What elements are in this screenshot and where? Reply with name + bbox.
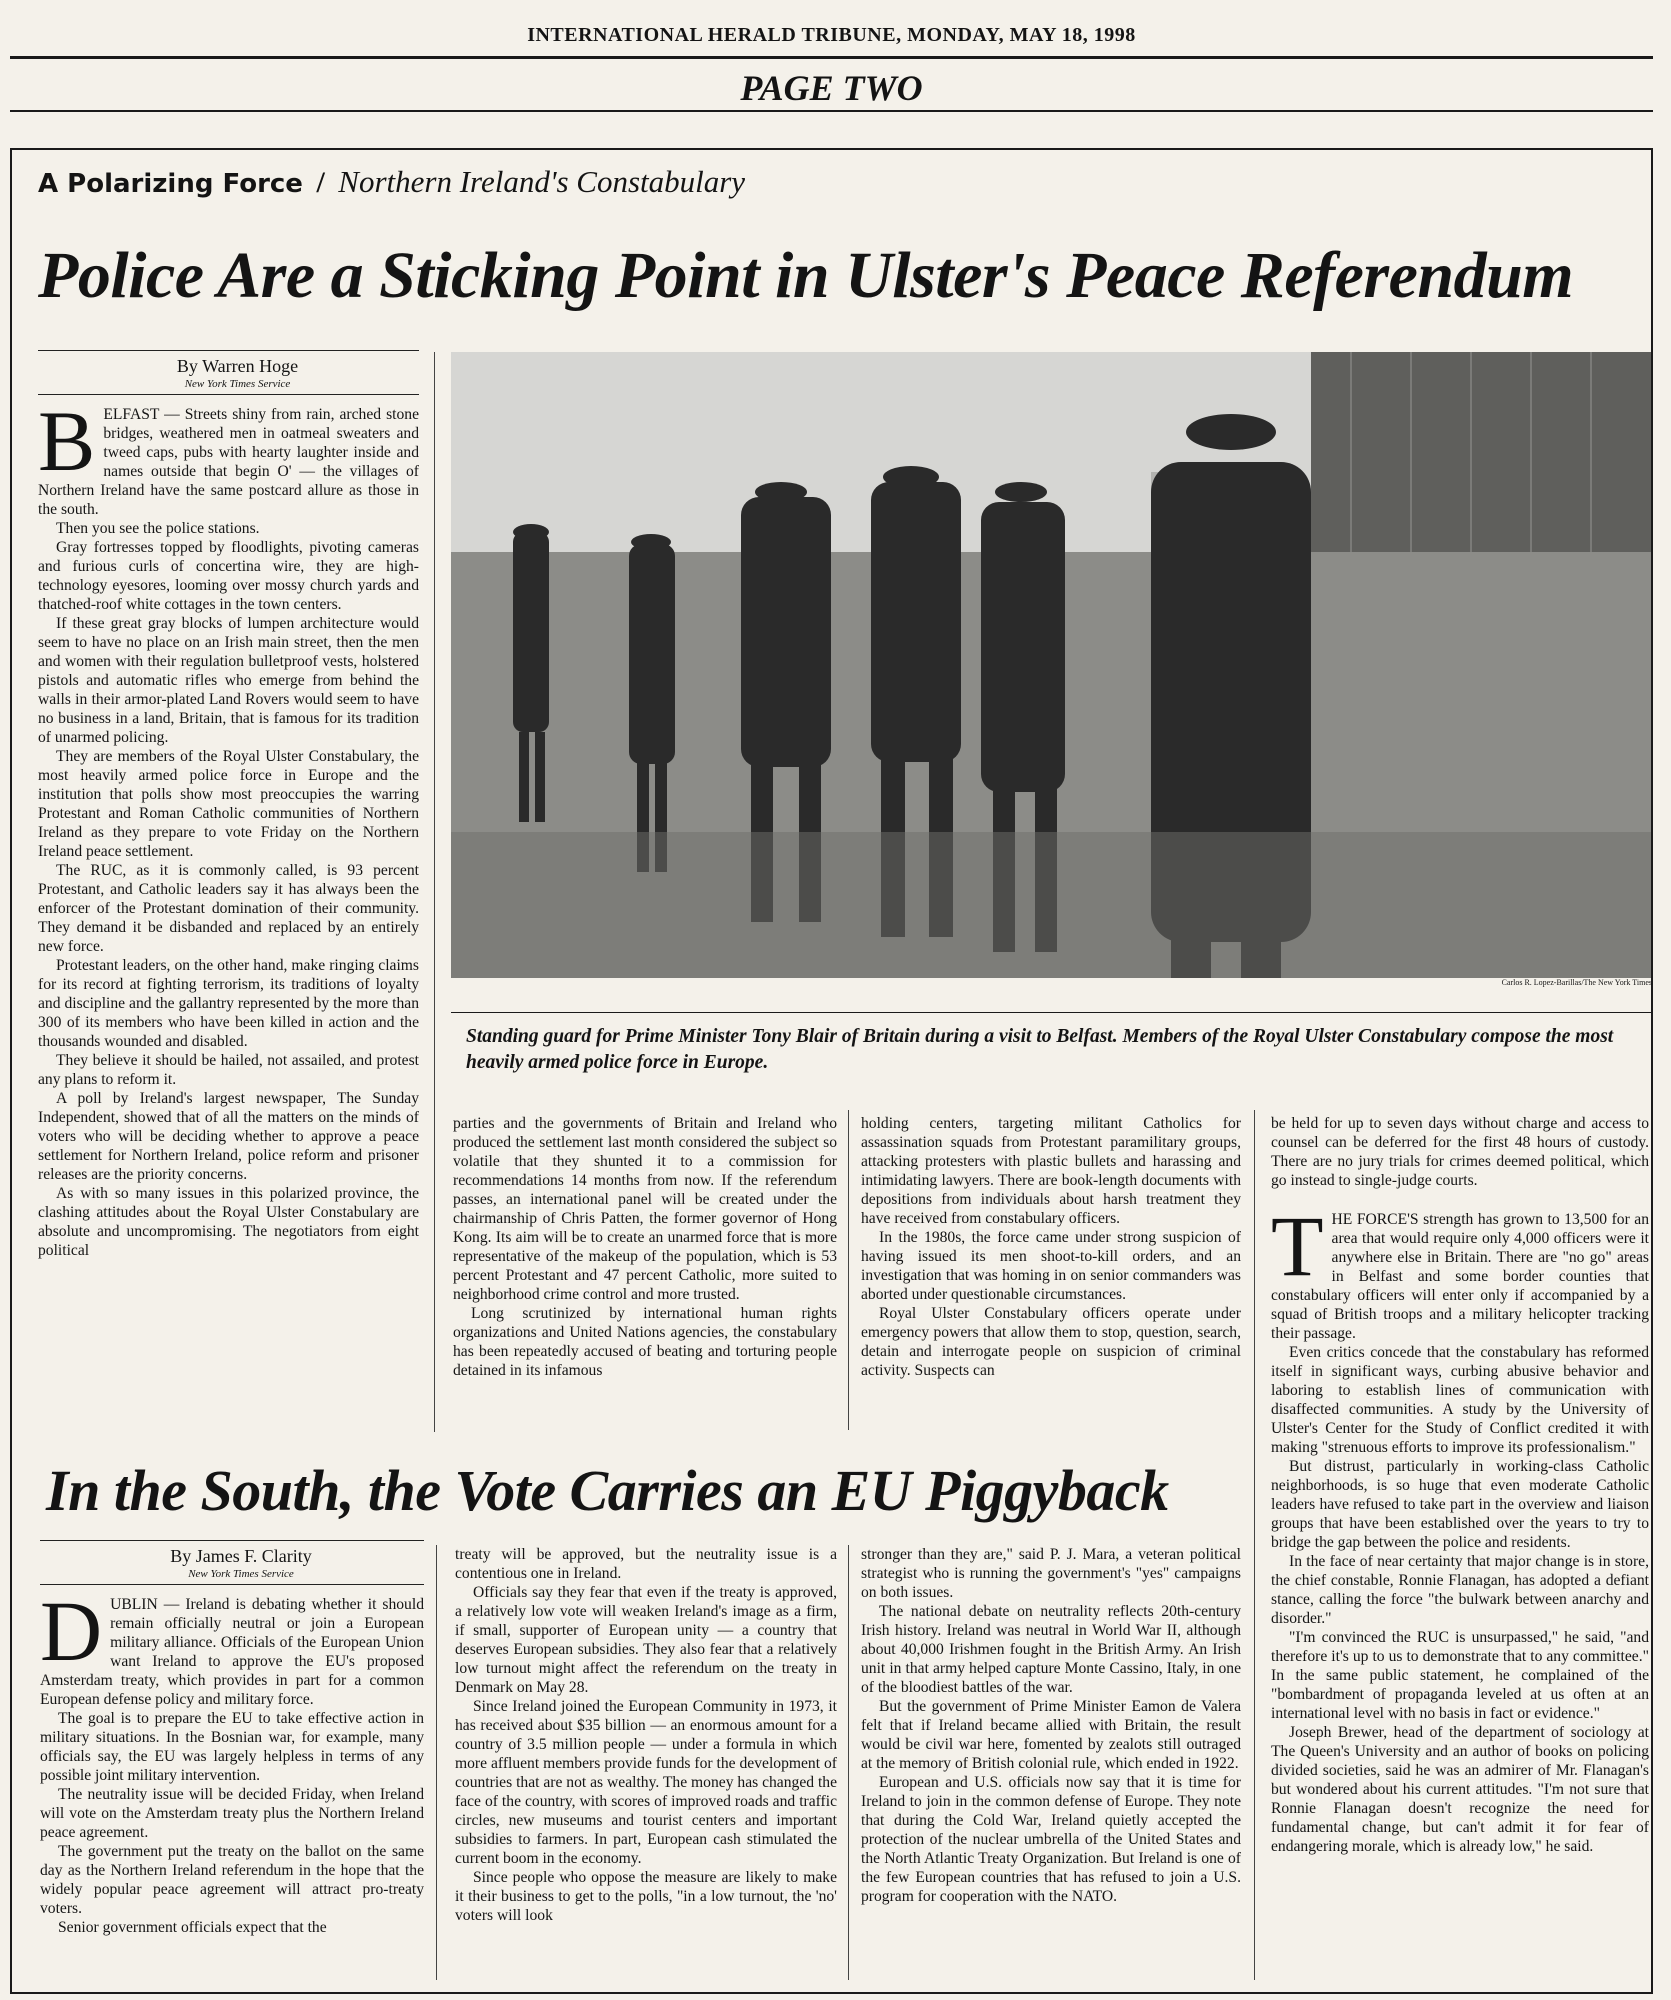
kicker-series: A Polarizing Force [38, 169, 303, 199]
story1-dropcap: B [38, 393, 96, 489]
story2-col3-paragraph: But the government of Prime Minister Eamon de Valera felt that if Ireland became allied with Britain, the result would be civil war here, fomented by zealots still outraged at the memory of British colonial rule, which ended in 1922. [861, 1698, 1241, 1772]
column-rule [1254, 1110, 1255, 1980]
story1-col1-paragraph: Protestant leaders, on the other hand, make ringing claims for its record at fighting terrorism, its traditions of loyalty and discipline and the gallantry represented by the more than 300 of its members who have been killed in action and the thousands wounded and disabled. [38, 957, 419, 1050]
story2-col3-paragraph: European and U.S. officials now say that it is time for Ireland to join in the common defense of Europe. They note that during the Cold War, Ireland quietly accepted the protection of the nuclear umbrella of the United States and the North Atlantic Treaty Organization. But Ireland is one of the few European countries that has refused to join a U.S. program for cooperation with the NATO. [861, 1774, 1241, 1905]
story2-col1-paragraph: Senior government officials expect that the [58, 1919, 327, 1936]
police-photo [451, 352, 1651, 978]
story2-column-2 [455, 1545, 837, 1980]
story2-dropcap: D [40, 1583, 103, 1679]
story2-col3-paragraph: The national debate on neutrality reflects 20th-century Irish history. Ireland was neutral in World War II, although about 40,000 Irishmen fought in the British Army. An Irish unit in that army helped capture Monte Cassino, Italy, in one of the bloodiest battles of the war. [861, 1603, 1241, 1696]
story2-col1-paragraph: The goal is to prepare the EU to take effective action in military situations. In the Bosnian war, for example, many officials say, the EU was largely helpless in terms of any possible joint military intervention. [40, 1710, 424, 1784]
masthead-rule [10, 56, 1653, 59]
story2-col2-paragraph: Officials say they fear that even if the treaty is approved, a relatively low vote will weaken Ireland's image as a firm, if small, supporter of European unity — a country that deserves European subsidies. They also fear that a relatively low turnout might affect the referendum on the treaty in Denmark on May 28. [455, 1584, 837, 1696]
story2-service: New York Times Service [188, 1568, 294, 1580]
police-photo-illustration [451, 352, 1651, 978]
kicker-separator: / [316, 166, 325, 199]
story1-col1-paragraph: The RUC, as it is commonly called, is 93 percent Protestant, and Catholic leaders say it has always been the enforcer of the Protestant domination of their community. They demand it be disbanded and replaced by an entirely new force. [38, 862, 419, 955]
column-rule [848, 1545, 849, 1980]
masthead-dateline: INTERNATIONAL HERALD TRIBUNE, MONDAY, MAY 18, 1998 [527, 24, 1136, 46]
story1-lead-text: ELFAST — Streets shiny from rain, arched stone bridges, weathered men in oatmeal sweaters and tweed caps, pubs with hearty laughter inside and names outside that begin O' — the villages of Northern Ireland have the same postcard allure as those in the south. [38, 406, 419, 518]
story2-col2-paragraph: Since Ireland joined the European Community in 1973, it has received about $35 billion — an enormous amount for a country of 3.5 million people — under a formula in which more affluent members provide funds for the development of countries that are not as wealthy. The money has changed the face of the country, with scores of improved roads and traffic circles, new museums and tourist centers and important subsidies to farmers. In part, European cash stimulated the current boom in the economy. [455, 1698, 837, 1867]
column-rule [434, 352, 435, 1432]
story1-col1-paragraph: They believe it should be hailed, not assailed, and protest any plans to reform it. [38, 1052, 419, 1088]
story1-col4-paragraph: In the face of near certainty that major change is in store, the chief constable, Ronnie Flanagan, has adopted a defiant stance, calling the force "the bulwark between anarchy and disorder." [1271, 1553, 1649, 1627]
story1-col1-paragraph: They are members of the Royal Ulster Constabulary, the most heavily armed police force in Europe and the institution that polls show most preoccupies the warring Protestant and Roman Catholic communities of Northern Ireland as they prepare to vote Friday on the Northern Ireland peace settlement. [38, 748, 419, 860]
story1-col4-body [1271, 1343, 1649, 1856]
story1-byline [38, 355, 419, 391]
story2-byline [40, 1545, 424, 1581]
story1-col4-lead [1271, 1198, 1649, 1343]
kicker-topic: Northern Ireland's Constabulary [338, 164, 746, 199]
story1-col1-body [38, 519, 419, 1260]
story1-col2-body [453, 1114, 837, 1380]
story1-headline: Police Are a Sticking Point in Ulster's Peace Referendum [38, 239, 1574, 312]
story1-col1-paragraph: Then you see the police stations. [56, 520, 260, 537]
story1-col1-paragraph: A poll by Ireland's largest newspaper, The Sunday Independent, showed that of all the matters on the minds of voters who will be deciding whether to approve a peace settlement for Northern Ireland, police reform and prisoner releases are the priority concerns. [38, 1090, 419, 1183]
caption-rule [451, 1012, 1651, 1013]
story1-col4-paragraph: Even critics concede that the constabulary has reformed itself in significant ways, curbing abusive behavior and laboring to establish lines of communication with disaffected communities. A study by the University of Ulster's Center for the Study of Conflict credited it with making "strenuous efforts to improve its professionalism." [1271, 1344, 1649, 1456]
story2-author: By James F. Clarity [170, 1546, 312, 1566]
section-label: PAGE TWO [740, 68, 923, 108]
story2-column-3 [861, 1545, 1241, 1980]
story2-col1-paragraph: The government put the treaty on the ballot on the same day as the Northern Ireland referendum in the hope that the widely popular peace agreement will attract pro-treaty voters. [40, 1843, 424, 1917]
story1-column-4 [1271, 1114, 1649, 1984]
story2-col3-body [861, 1545, 1241, 1906]
story1-service: New York Times Service [184, 378, 291, 390]
photo-credit: Carlos R. Lopez-Barillas/The New York Times [1501, 978, 1652, 987]
story1-col3-paragraph: In the 1980s, the force came under strong suspicion of having issued its men shoot-to-kill orders, and an investigation that was homing in on senior commanders was aborted under questionable circumstances. [861, 1229, 1241, 1303]
story1-column-1 [38, 350, 419, 1430]
story1-lead [38, 393, 419, 519]
section-rule [10, 110, 1653, 112]
column-rule [848, 1110, 849, 1430]
story2-col2-body [455, 1545, 837, 1925]
story2-col1-paragraph: The neutrality issue will be decided Friday, when Ireland will vote on the Amsterdam treaty plus the Northern Ireland peace agreement. [40, 1786, 424, 1841]
story1-col4-top: be held for up to seven days without charge and access to counsel can be deferred for the first 48 hours of custody. There are no jury trials for crimes deemed political, which go instead to single-judge courts. [1271, 1115, 1649, 1189]
story1-col2-paragraph: parties and the governments of Britain and Ireland who produced the settlement last month considered the subject so volatile that they shunted it to a commission for recommendations 14 months from now. If the referendum passes, an international panel will be created under the chairmanship of Chris Patten, the former governor of Hong Kong. Its aim will be to create an unarmed force that is more representative of the makeup of the population, which is 53 percent Protestant and 47 percent Catholic, more suited to neighborhood crime control and more trusted. [453, 1115, 837, 1303]
story1-col1-paragraph: As with so many issues in this polarized province, the clashing attitudes about the Royal Ulster Constabulary are absolute and uncompromising. The negotiators from eight political [38, 1185, 419, 1259]
story1-col1-paragraph: Gray fortresses topped by floodlights, pivoting cameras and furious curls of concertina wire, they are high-technology eyesores, looming over mossy church yards and thatched-roof white cottages in the town centers. [38, 539, 419, 613]
story2-lead [40, 1583, 424, 1709]
story1-col3-paragraph: Royal Ulster Constabulary officers operate under emergency powers that allow them to stop, question, search, detain and interrogate people on suspicion of criminal activity. Suspects can [861, 1305, 1241, 1379]
story1-col2-paragraph: Long scrutinized by international human rights organizations and United Nations agencies, the constabulary has been repeatedly accused of beating and torturing people detained in its infamous [453, 1305, 837, 1379]
story1-author: By Warren Hoge [176, 356, 299, 376]
story1-col4-paragraph: But distrust, particularly in working-class Catholic neighborhoods, is so huge that even moderate Catholic leaders have refused to take part in the overview and liaison groups that have been established over the years to try to bridge the gap between the police and residents. [1271, 1458, 1649, 1551]
story2-col2-paragraph: Since people who oppose the measure are likely to make it their business to get to the polls, "in a low turnout, the 'no' voters will look [455, 1869, 837, 1924]
story2-col1-body [40, 1709, 424, 1937]
story2-headline: In the South, the Vote Carries an EU Piggyback [46, 1458, 1169, 1523]
photo-caption: Standing guard for Prime Minister Tony Blair of Britain during a visit to Belfast. Members of the Royal Ulster Constabulary compose the most heavily armed police force in Europe. [466, 1026, 1614, 1073]
story1-col4-paragraph: "I'm convinced the RUC is unsurpassed," he said, "and therefore it's up to us to demonstrate that to any committee." In the same public statement, he complained of the "bombardment of propaganda leveled at us often at an international level with no basis in fact or evidence." [1271, 1629, 1649, 1722]
story1-column-2 [453, 1114, 837, 1426]
story1-col4-dropcap: T [1271, 1198, 1324, 1294]
story1-col4-paragraph: Joseph Brewer, head of the department of sociology at The Queen's University and an author of books on policing divided societies, said he was an admirer of Mr. Flanagan's but wondered about his current attitudes. "I'm not sure that Ronnie Flanagan doesn't recognize the need for fundamental change, but can't admit it for fear of endangering morale, which is already low," he said. [1271, 1724, 1649, 1855]
kicker [38, 162, 745, 204]
story1-col3-body [861, 1114, 1241, 1380]
story1-column-3 [861, 1114, 1241, 1426]
story1-col1-paragraph: If these great gray blocks of lumpen architecture would seem to have no place on an Irish main street, then the men and women with their regulation bulletproof vests, holstered pistols and automatic rifles who emerge from behind the walls in their armor-plated Land Rovers would seem to have no business in a land, Britain, that is famous for its tradition of unarmed policing. [38, 615, 419, 746]
story2-lead-text: UBLIN — Ireland is debating whether it should remain officially neutral or join a European military alliance. Officials of the European Union want Ireland to approve the EU's proposed Amsterdam treaty, which provides in part for a common European defense policy and military force. [40, 1596, 424, 1708]
column-rule [436, 1545, 437, 1980]
story1-col4-lead-text: HE FORCE'S strength has grown to 13,500 for an area that would require only 4,000 officers were it anywhere else in Britain. There are "no go" areas in Belfast and some border counties that constabulary officers will enter only if accompanied by a squad of British troops and a military helicopter tracking their passage. [1271, 1211, 1649, 1342]
story2-col2-paragraph: treaty will be approved, but the neutrality issue is a contentious one in Ireland. [455, 1546, 837, 1582]
story1-col3-paragraph: holding centers, targeting militant Catholics for assassination squads from Protestant paramilitary groups, attacking protesters with plastic bullets and harassing and intimidating lawyers. There are book-length documents with depositions from individuals about harsh treatment they have received from constabulary officers. [861, 1115, 1241, 1227]
story2-col3-paragraph: stronger than they are," said P. J. Mara, a veteran political strategist who is running the government's "yes" campaigns on both issues. [861, 1546, 1241, 1601]
story2-column-1 [40, 1540, 424, 1980]
